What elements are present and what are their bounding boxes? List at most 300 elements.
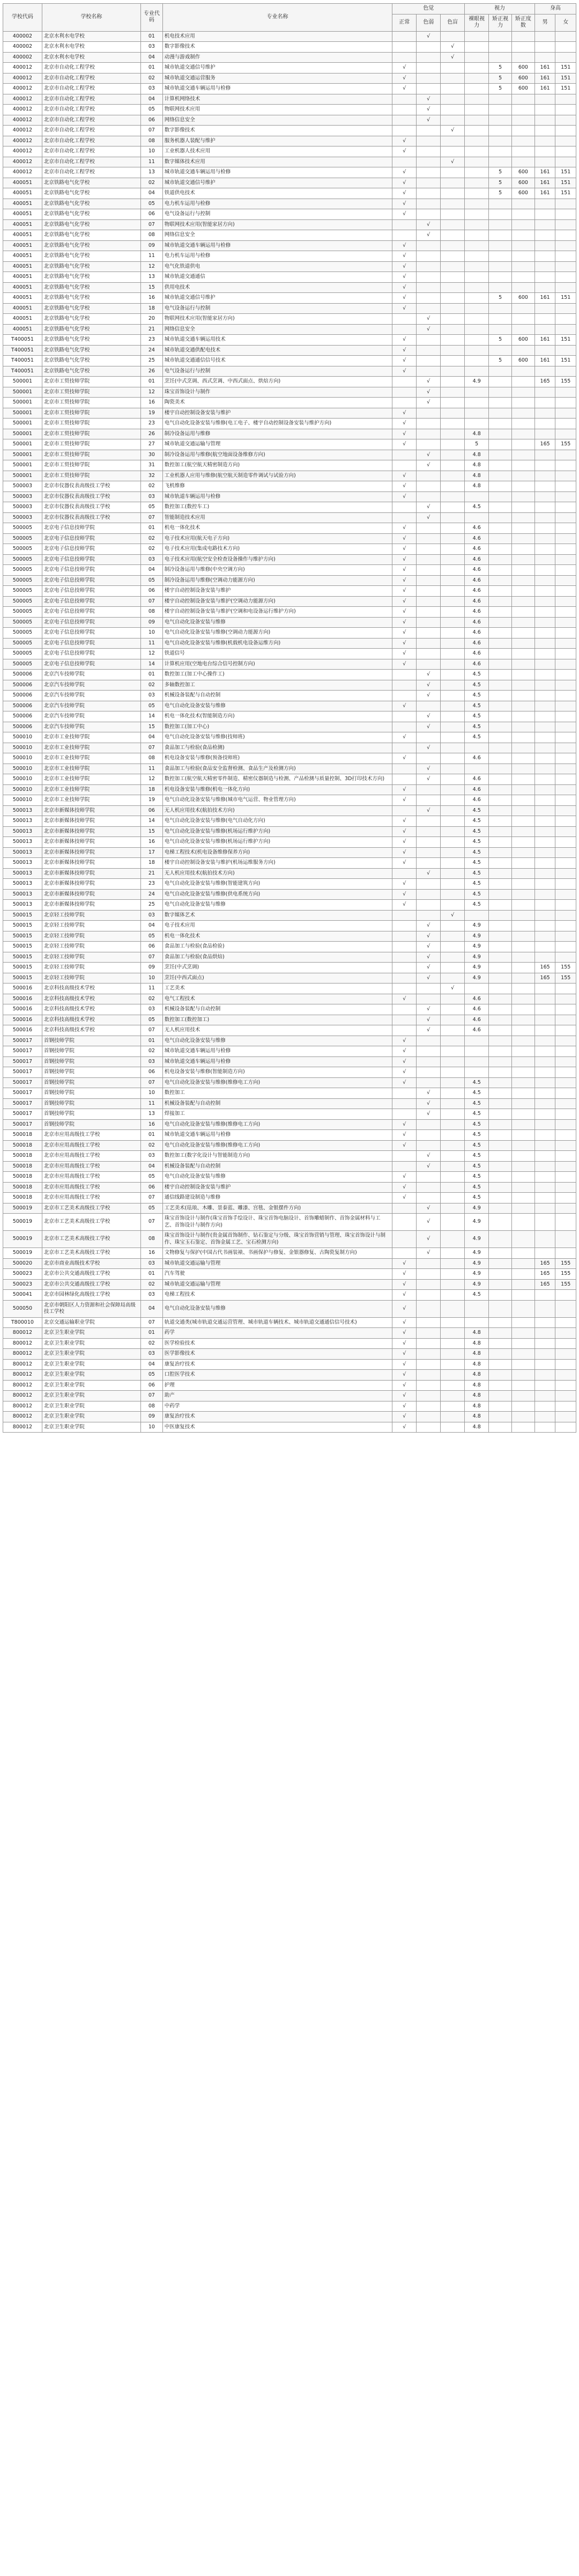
cell-color-weak: √ <box>417 722 441 732</box>
cell-height-male: 161 <box>535 335 555 346</box>
cell-height-male <box>535 628 555 639</box>
table-row <box>3 764 576 774</box>
cell-color-blind <box>441 1422 465 1433</box>
cell-school-name: 北京卫生职业学院 <box>42 1328 140 1339</box>
cell-color-blind <box>441 1004 465 1015</box>
cell-vision-naked: 4.5 <box>465 805 489 816</box>
cell-school-code: 500016 <box>3 994 42 1004</box>
cell-height-male <box>535 1025 555 1036</box>
cell-height-male: 165 <box>535 1279 555 1290</box>
cell-color-weak <box>417 544 441 555</box>
table-row <box>3 722 576 732</box>
cell-color-weak: √ <box>417 398 441 408</box>
cell-school-name: 北京市应用高级技工学校 <box>42 1151 140 1162</box>
cell-color-weak <box>417 356 441 366</box>
cell-correction-degree <box>512 1109 535 1120</box>
cell-vision-corrected <box>489 387 512 398</box>
cell-major-code: 06 <box>141 586 163 597</box>
cell-color-normal: √ <box>392 1130 417 1141</box>
cell-correction-degree <box>512 1088 535 1099</box>
cell-school-code: 500005 <box>3 596 42 607</box>
cell-school-code: 500017 <box>3 1109 42 1120</box>
cell-major-code: 08 <box>141 1401 163 1412</box>
cell-color-blind: √ <box>441 126 465 136</box>
cell-color-weak <box>417 1077 441 1088</box>
cell-major-name: 城市轨道交通车辆运用与检修 <box>162 240 392 251</box>
cell-height-female <box>555 921 576 931</box>
cell-height-female: 151 <box>555 356 576 366</box>
cell-school-name: 北京电子信息技师学院 <box>42 575 140 586</box>
cell-color-blind <box>441 491 465 502</box>
cell-school-code: 500001 <box>3 408 42 419</box>
cell-color-blind <box>441 324 465 335</box>
cell-major-code: 01 <box>141 377 163 387</box>
cell-school-code: 500003 <box>3 512 42 523</box>
cell-correction-degree <box>512 282 535 293</box>
cell-height-female <box>555 42 576 53</box>
cell-vision-naked: 4.5 <box>465 502 489 513</box>
cell-height-male <box>535 314 555 325</box>
cell-vision-corrected <box>489 921 512 931</box>
cell-correction-degree <box>512 774 535 785</box>
cell-major-code: 19 <box>141 795 163 806</box>
cell-height-female <box>555 450 576 460</box>
cell-school-code: 500001 <box>3 398 42 408</box>
cell-color-normal <box>392 398 417 408</box>
cell-height-female <box>555 837 576 848</box>
cell-correction-degree <box>512 1067 535 1078</box>
cell-school-code: 400051 <box>3 219 42 230</box>
cell-color-blind <box>441 1067 465 1078</box>
cell-vision-corrected <box>489 973 512 984</box>
cell-color-weak <box>417 565 441 576</box>
cell-color-blind <box>441 596 465 607</box>
cell-major-code: 03 <box>141 691 163 701</box>
cell-vision-corrected <box>489 157 512 167</box>
cell-school-code: 500041 <box>3 1290 42 1301</box>
table-row <box>3 826 576 837</box>
cell-school-code: T400051 <box>3 335 42 346</box>
cell-vision-naked <box>465 272 489 283</box>
table-row <box>3 1182 576 1193</box>
cell-major-name: 数控加工(数控加工) <box>162 1015 392 1025</box>
cell-correction-degree <box>512 512 535 523</box>
cell-height-male <box>535 858 555 869</box>
cell-major-code: 21 <box>141 868 163 879</box>
cell-major-code: 07 <box>141 596 163 607</box>
cell-height-female <box>555 795 576 806</box>
cell-school-code: 500015 <box>3 973 42 984</box>
cell-color-weak <box>417 607 441 618</box>
table-row <box>3 1067 576 1078</box>
cell-correction-degree <box>512 805 535 816</box>
cell-color-weak: √ <box>417 868 441 879</box>
table-row <box>3 1203 576 1214</box>
cell-color-weak <box>417 1269 441 1280</box>
cell-color-normal: √ <box>392 188 417 199</box>
cell-correction-degree <box>512 1359 535 1370</box>
cell-color-weak <box>417 638 441 649</box>
cell-height-male: 161 <box>535 63 555 74</box>
table-row <box>3 136 576 146</box>
cell-color-weak <box>417 209 441 220</box>
cell-color-normal <box>392 670 417 680</box>
cell-school-code: 500006 <box>3 670 42 680</box>
cell-vision-corrected <box>489 575 512 586</box>
cell-school-name: 北京电子信息技师学院 <box>42 586 140 597</box>
cell-major-code: 18 <box>141 784 163 795</box>
cell-color-blind <box>441 858 465 869</box>
cell-school-name: 北京市工艺美术高级技工学校 <box>42 1248 140 1259</box>
cell-school-name: 北京市自动化工程学校 <box>42 84 140 94</box>
cell-school-name: 北京市新媒体技师学院 <box>42 900 140 911</box>
cell-school-code: T400051 <box>3 356 42 366</box>
table-row <box>3 512 576 523</box>
cell-color-weak <box>417 1067 441 1078</box>
cell-vision-corrected <box>489 1328 512 1339</box>
cell-school-code: 500013 <box>3 868 42 879</box>
cell-color-blind <box>441 1412 465 1422</box>
cell-correction-degree <box>512 240 535 251</box>
cell-vision-naked: 4.6 <box>465 575 489 586</box>
cell-school-code: 500001 <box>3 419 42 429</box>
cell-height-female <box>555 1046 576 1057</box>
cell-height-male <box>535 282 555 293</box>
cell-height-female <box>555 1391 576 1401</box>
cell-vision-corrected <box>489 1422 512 1433</box>
cell-color-blind <box>441 774 465 785</box>
cell-color-normal: √ <box>392 1119 417 1130</box>
table-row <box>3 659 576 670</box>
cell-vision-corrected <box>489 523 512 534</box>
cell-major-code: 06 <box>141 209 163 220</box>
table-row <box>3 1290 576 1301</box>
cell-height-female <box>555 512 576 523</box>
cell-height-female <box>555 31 576 42</box>
cell-major-code: 32 <box>141 471 163 481</box>
cell-vision-naked: 4.9 <box>465 1231 489 1248</box>
cell-major-code: 05 <box>141 1172 163 1183</box>
cell-height-female: 151 <box>555 63 576 74</box>
cell-major-name: 珠宝首饰设计与制作(珠宝首饰手绘设计、珠宝首饰电脑设计、首饰雕蜡制作、首饰金属材料与工艺、首饰设计与制作方向) <box>162 1214 392 1231</box>
cell-vision-corrected: 5 <box>489 167 512 178</box>
table-row <box>3 199 576 209</box>
cell-correction-degree <box>512 722 535 732</box>
cell-vision-naked <box>465 408 489 419</box>
cell-color-normal: √ <box>392 293 417 304</box>
cell-height-male <box>535 1338 555 1349</box>
cell-major-code: 01 <box>141 31 163 42</box>
table-row <box>3 942 576 952</box>
cell-height-male <box>535 419 555 429</box>
cell-color-blind <box>441 1140 465 1151</box>
cell-color-weak <box>417 628 441 639</box>
cell-school-name: 北京铁路电气化学校 <box>42 199 140 209</box>
table-row <box>3 209 576 220</box>
cell-school-name: 北京铁路电气化学校 <box>42 188 140 199</box>
cell-color-blind <box>441 533 465 544</box>
cell-color-blind <box>441 638 465 649</box>
cell-height-female: 155 <box>555 377 576 387</box>
cell-school-code: 400051 <box>3 261 42 272</box>
cell-color-normal <box>392 1015 417 1025</box>
cell-major-name: 城市轨道交通运营服务 <box>162 73 392 84</box>
cell-color-normal: √ <box>392 136 417 146</box>
cell-vision-naked: 4.8 <box>465 429 489 439</box>
header-school-code: 学校代码 <box>3 4 42 32</box>
cell-correction-degree <box>512 105 535 115</box>
cell-vision-corrected <box>489 1258 512 1269</box>
cell-height-male <box>535 345 555 356</box>
cell-vision-corrected <box>489 460 512 471</box>
table-row <box>3 230 576 241</box>
cell-color-blind <box>441 209 465 220</box>
cell-height-female <box>555 764 576 774</box>
cell-school-code: 400051 <box>3 282 42 293</box>
cell-color-blind <box>441 366 465 377</box>
table-row <box>3 115 576 126</box>
table-row <box>3 408 576 419</box>
cell-correction-degree <box>512 136 535 146</box>
cell-major-code: 10 <box>141 146 163 157</box>
table-row <box>3 963 576 973</box>
cell-vision-corrected <box>489 1401 512 1412</box>
cell-color-blind <box>441 408 465 419</box>
cell-height-female <box>555 460 576 471</box>
header-vision-naked: 裸眼视力 <box>465 14 489 31</box>
cell-correction-degree <box>512 324 535 335</box>
cell-school-code: 400051 <box>3 240 42 251</box>
table-row <box>3 84 576 94</box>
cell-major-code: 02 <box>141 680 163 691</box>
cell-color-weak: √ <box>417 942 441 952</box>
cell-color-blind <box>441 931 465 942</box>
cell-school-code: 500006 <box>3 701 42 711</box>
header-correction-degree: 矫正度数 <box>512 14 535 31</box>
cell-color-normal: √ <box>392 1338 417 1349</box>
cell-vision-corrected: 5 <box>489 84 512 94</box>
cell-school-code: 500001 <box>3 439 42 450</box>
cell-school-code: 500010 <box>3 743 42 753</box>
cell-color-weak: √ <box>417 670 441 680</box>
cell-color-weak: √ <box>417 377 441 387</box>
cell-school-code: 500017 <box>3 1077 42 1088</box>
cell-height-male <box>535 1422 555 1433</box>
cell-vision-naked <box>465 303 489 314</box>
cell-correction-degree <box>512 659 535 670</box>
cell-height-male <box>535 795 555 806</box>
cell-major-name: 城市轨道交通运输与管理 <box>162 1279 392 1290</box>
cell-school-code: 500018 <box>3 1140 42 1151</box>
cell-school-name: 北京铁路电气化学校 <box>42 261 140 272</box>
cell-major-code: 15 <box>141 722 163 732</box>
cell-color-blind <box>441 711 465 722</box>
header-color-weak: 色弱 <box>417 14 441 31</box>
cell-color-normal <box>392 931 417 942</box>
cell-height-male <box>535 1119 555 1130</box>
cell-vision-corrected <box>489 732 512 743</box>
cell-school-name: 北京铁路电气化学校 <box>42 178 140 188</box>
cell-school-code: 500019 <box>3 1231 42 1248</box>
cell-color-normal <box>392 680 417 691</box>
cell-correction-degree <box>512 816 535 827</box>
table-row <box>3 1401 576 1412</box>
cell-height-male <box>535 408 555 419</box>
cell-vision-naked <box>465 491 489 502</box>
cell-height-female <box>555 1214 576 1231</box>
cell-school-name: 北京铁路电气化学校 <box>42 314 140 325</box>
table-row <box>3 335 576 346</box>
cell-major-code: 09 <box>141 617 163 628</box>
cell-correction-degree <box>512 471 535 481</box>
cell-school-code: 500010 <box>3 764 42 774</box>
cell-school-name: 北京市应用高级技工学校 <box>42 1130 140 1141</box>
cell-correction-degree <box>512 199 535 209</box>
cell-color-blind <box>441 617 465 628</box>
cell-vision-naked: 4.9 <box>465 921 489 931</box>
cell-vision-corrected <box>489 764 512 774</box>
cell-major-code: 02 <box>141 1140 163 1151</box>
cell-major-name: 铁道供电技术 <box>162 188 392 199</box>
table-row <box>3 1036 576 1046</box>
cell-major-code: 02 <box>141 481 163 492</box>
cell-major-name: 中药学 <box>162 1401 392 1412</box>
cell-major-code: 05 <box>141 105 163 115</box>
cell-height-male: 161 <box>535 356 555 366</box>
cell-height-female <box>555 984 576 994</box>
cell-vision-corrected <box>489 1140 512 1151</box>
cell-major-name: 康复治疗技术 <box>162 1412 392 1422</box>
cell-vision-naked: 4.5 <box>465 837 489 848</box>
cell-vision-corrected <box>489 419 512 429</box>
cell-vision-corrected <box>489 126 512 136</box>
cell-correction-degree: 600 <box>512 73 535 84</box>
cell-color-weak <box>417 293 441 304</box>
cell-correction-degree <box>512 314 535 325</box>
cell-vision-naked <box>465 240 489 251</box>
table-row <box>3 931 576 942</box>
cell-vision-naked: 4.5 <box>465 1109 489 1120</box>
cell-major-name: 城市轨道交通通信 <box>162 272 392 283</box>
cell-major-name: 电气设备运行与控制 <box>162 303 392 314</box>
cell-vision-corrected <box>489 889 512 900</box>
cell-height-male <box>535 889 555 900</box>
cell-color-normal <box>392 1109 417 1120</box>
cell-vision-naked <box>465 94 489 105</box>
cell-major-code: 04 <box>141 1300 163 1317</box>
cell-height-female <box>555 554 576 565</box>
cell-school-code: 400012 <box>3 63 42 74</box>
cell-color-blind <box>441 314 465 325</box>
cell-correction-degree <box>512 575 535 586</box>
cell-major-name: 楼宇自动控制设备安装与维护(空调动力能源方向) <box>162 596 392 607</box>
cell-vision-corrected <box>489 481 512 492</box>
cell-height-female: 151 <box>555 335 576 346</box>
cell-major-code: 03 <box>141 84 163 94</box>
cell-color-blind <box>441 921 465 931</box>
cell-color-normal: √ <box>392 586 417 597</box>
table-row <box>3 889 576 900</box>
cell-height-male <box>535 701 555 711</box>
cell-vision-naked: 4.8 <box>465 1401 489 1412</box>
cell-correction-degree <box>512 387 535 398</box>
cell-height-male <box>535 1203 555 1214</box>
cell-color-weak <box>417 272 441 283</box>
cell-color-weak <box>417 345 441 356</box>
table-row <box>3 324 576 335</box>
cell-color-blind <box>441 377 465 387</box>
cell-major-code: 24 <box>141 345 163 356</box>
cell-color-weak: √ <box>417 219 441 230</box>
cell-color-weak <box>417 984 441 994</box>
cell-color-normal <box>392 314 417 325</box>
cell-correction-degree <box>512 691 535 701</box>
cell-major-code: 16 <box>141 837 163 848</box>
cell-height-male <box>535 251 555 262</box>
cell-correction-degree <box>512 1077 535 1088</box>
cell-color-weak: √ <box>417 764 441 774</box>
cell-school-code: 500005 <box>3 638 42 649</box>
cell-height-male: 161 <box>535 178 555 188</box>
cell-vision-corrected <box>489 314 512 325</box>
cell-school-name: 北京市工业技师学院 <box>42 795 140 806</box>
cell-vision-naked <box>465 188 489 199</box>
cell-school-code: 800012 <box>3 1338 42 1349</box>
cell-vision-corrected <box>489 659 512 670</box>
cell-color-blind <box>441 805 465 816</box>
cell-vision-corrected <box>489 324 512 335</box>
cell-school-code: T800010 <box>3 1317 42 1328</box>
cell-correction-degree <box>512 408 535 419</box>
cell-height-female <box>555 942 576 952</box>
cell-color-normal: √ <box>392 533 417 544</box>
cell-color-weak <box>417 1401 441 1412</box>
cell-vision-naked: 4.6 <box>465 649 489 659</box>
cell-vision-corrected <box>489 837 512 848</box>
cell-school-name: 北京电子信息技师学院 <box>42 607 140 618</box>
cell-color-blind <box>441 63 465 74</box>
cell-color-normal: √ <box>392 167 417 178</box>
cell-school-name: 北京市自动化工程学校 <box>42 115 140 126</box>
cell-color-weak <box>417 303 441 314</box>
cell-color-weak <box>417 439 441 450</box>
cell-height-male <box>535 1248 555 1259</box>
cell-color-weak <box>417 847 441 858</box>
cell-school-code: 500018 <box>3 1172 42 1183</box>
table-row <box>3 1391 576 1401</box>
cell-school-name: 北京电子信息技师学院 <box>42 533 140 544</box>
cell-vision-naked <box>465 136 489 146</box>
cell-color-normal: √ <box>392 335 417 346</box>
cell-color-blind <box>441 670 465 680</box>
cell-major-code: 10 <box>141 1422 163 1433</box>
cell-vision-naked: 4.6 <box>465 795 489 806</box>
cell-correction-degree <box>512 1056 535 1067</box>
cell-school-name: 北京电子信息技师学院 <box>42 649 140 659</box>
cell-vision-corrected <box>489 209 512 220</box>
cell-major-name: 电子技术应用(航天电子方向) <box>162 533 392 544</box>
cell-color-normal: √ <box>392 1077 417 1088</box>
cell-major-name: 电力机车运用与检修 <box>162 199 392 209</box>
cell-vision-corrected <box>489 868 512 879</box>
cell-height-male: 165 <box>535 377 555 387</box>
cell-school-name: 北京市工贸技师学院 <box>42 450 140 460</box>
cell-color-weak: √ <box>417 1151 441 1162</box>
cell-vision-corrected <box>489 963 512 973</box>
cell-school-code: 500016 <box>3 984 42 994</box>
cell-major-name: 机械设备装配与自动控制 <box>162 1098 392 1109</box>
cell-major-code: 02 <box>141 533 163 544</box>
